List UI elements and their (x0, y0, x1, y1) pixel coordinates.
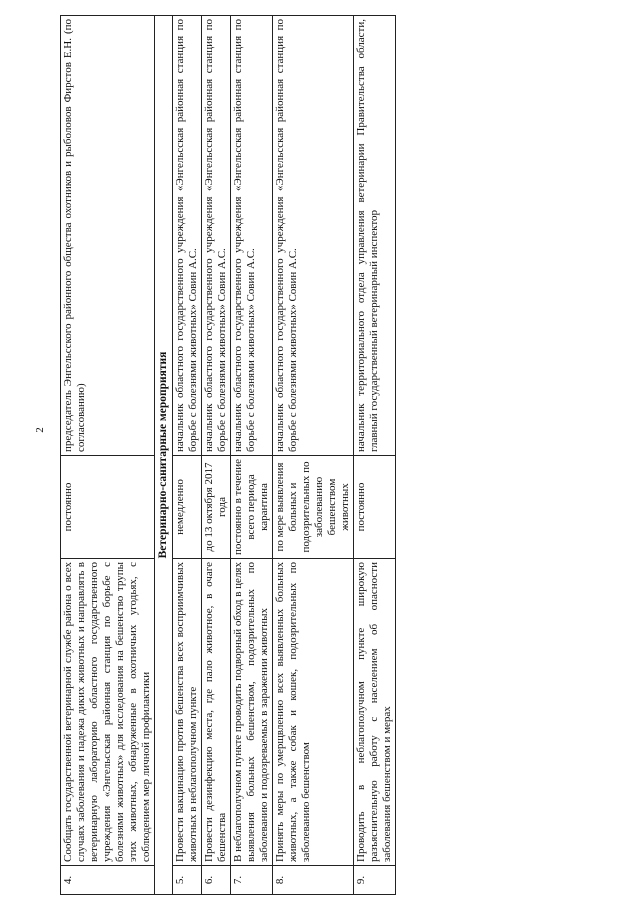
section-heading: Ветеринарно-санитарные мероприятия (155, 16, 173, 895)
measures-table (60, 15, 396, 895)
table-row (273, 16, 354, 895)
row-responsible: начальник территориального отдела управления ветеринарии Правительства области, главный государственный ветеринарный инспектор (354, 16, 396, 456)
table-row (61, 16, 155, 895)
row-number: 6. (202, 866, 231, 895)
row-number: 8. (273, 866, 354, 895)
row-term: постоянно (61, 456, 155, 559)
table-row (231, 16, 273, 895)
row-responsible: начальник областного государственного учреждения «Энгельсская районная станция по борьбе с болезнями животных» Совин А.С. (273, 16, 354, 456)
row-term: немедленно (173, 456, 202, 559)
page-number: 2 (34, 427, 46, 433)
row-term: до 13 октября 2017 года (202, 456, 231, 559)
row-action: Проводить в неблагополучном пункте широкую разъяснительную работу с населением об опасности заболевания бешенством и мерах (354, 559, 396, 866)
row-responsible: начальник областного государственного учреждения «Энгельсская районная станция по борьбе с болезнями животных» Совин А.С. (173, 16, 202, 456)
row-responsible: председатель Энгельсского районного общества охотников и рыболовов Фирстов Е.Н. (по согласованию) (61, 16, 155, 456)
row-action: Принять меры по умерщвлению всех выявленных больных животных, а также собак и кошек, подозрительных по заболеванию бешенством (273, 559, 354, 866)
table-body-before (61, 16, 155, 895)
section-row (155, 16, 173, 895)
row-term: по мере выявления больных и подозрительных по заболеванию бешенством животных (273, 456, 354, 559)
row-number: 7. (231, 866, 273, 895)
row-action: Провести дезинфекцию места, где пало животное, в очаге бешенства (202, 559, 231, 866)
row-term: постоянно в течение всего периода карантина (231, 456, 273, 559)
row-responsible: начальник областного государственного учреждения «Энгельсская районная станция по борьбе с болезнями животных» Совин А.С. (231, 16, 273, 456)
table-body-after (173, 16, 396, 895)
row-action: Провести вакцинацию против бешенства всех восприимчивых животных в неблагополучном пункте (173, 559, 202, 866)
row-action: В неблагополучном пункте проводить подворный обход в целях выявления больных бешенством, подозрительных по заболеванию и подозреваемых в заражении животных (231, 559, 273, 866)
row-number: 5. (173, 866, 202, 895)
rotated-table-wrapper (60, 15, 580, 895)
row-number: 9. (354, 866, 396, 895)
row-responsible: начальник областного государственного учреждения «Энгельсская районная станция по борьбе с болезнями животных» Совин А.С. (202, 16, 231, 456)
table-row (354, 16, 396, 895)
row-action: Сообщать государственной ветеринарной службе района о всех случаях заболевания и падежа диких животных и направлять в ветеринарную лабораторию областного государственного учреждения «Энгельсская районная станция по борьбе с болезнями животных» для исследования на бешенство трупы этих животных, обнаруженные в охотничьих угодьях, с соблюдением мер личной профилактики (61, 559, 155, 866)
row-term: постоянно (354, 456, 396, 559)
row-number: 4. (61, 866, 155, 895)
table-section (155, 16, 173, 895)
table-row (202, 16, 231, 895)
table-row (173, 16, 202, 895)
